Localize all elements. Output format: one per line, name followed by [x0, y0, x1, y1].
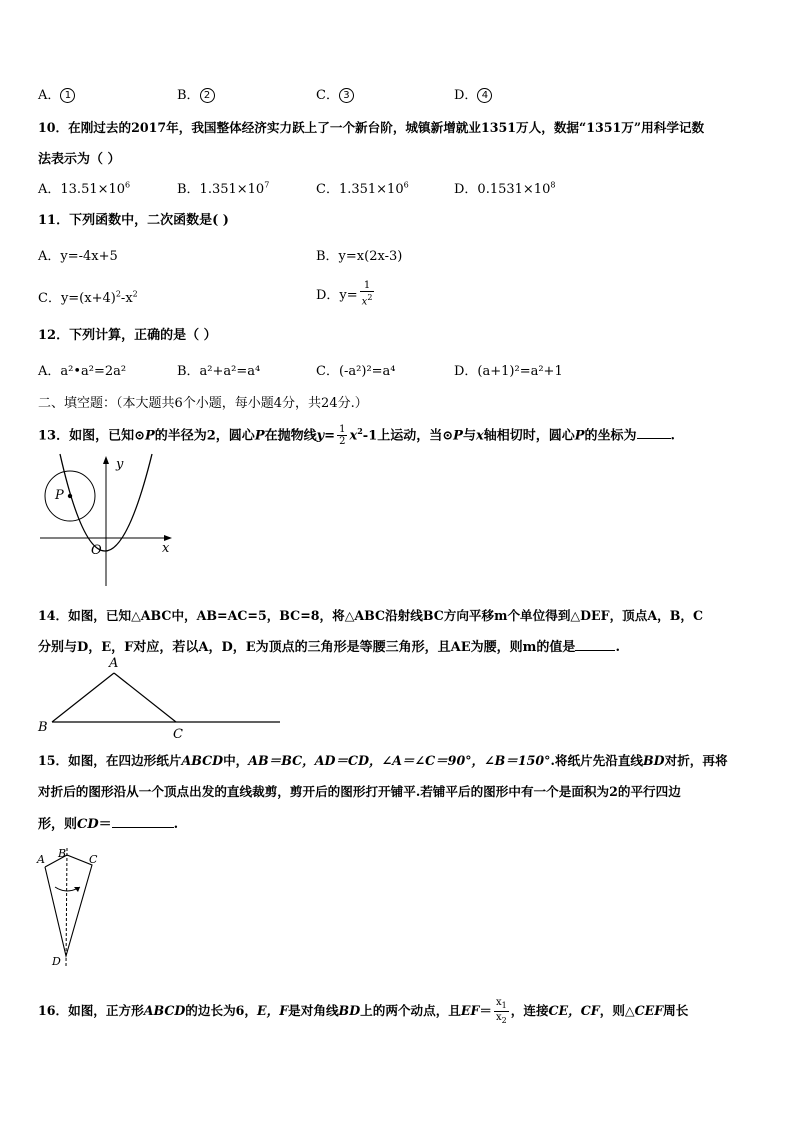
q9-option-c: C． 3 [316, 84, 354, 103]
triangle-abc-figure [36, 655, 286, 741]
label-c: C [173, 727, 183, 741]
parabola-circle-figure [36, 452, 176, 590]
q10-option-b: B．$1.351\times 10^7$ [177, 180, 270, 197]
circled-number-icon: 4 [477, 88, 492, 103]
q12-option-a: A．a²•a²=2a² [38, 364, 127, 379]
q12-option-c: C．(-a²)²=a⁴ [316, 364, 396, 379]
q15-stem-line3: 形，则CD＝ . [38, 817, 179, 832]
label-b: B [58, 847, 67, 860]
q12-stem: 12．下列计算，正确的是（ ） [38, 328, 217, 343]
segment-ac [114, 673, 176, 722]
q11-option-d: D．y= $\frac{1}{x^2}$ [316, 280, 373, 308]
q11-option-a: A．y=-4x+5 [38, 249, 118, 264]
segment-ab [52, 673, 114, 722]
circled-number-icon: 3 [339, 88, 354, 103]
answer-blank [575, 638, 615, 651]
label-b: B [38, 720, 48, 735]
q11-option-b: B．y=x(2x-3) [316, 249, 403, 264]
center-point-p [68, 494, 72, 498]
label-d: D [52, 955, 61, 968]
q11-option-c: C．$y=(x+4)^2-x^2$ [38, 289, 138, 306]
kite-abcd-figure [36, 843, 108, 971]
kite-outline [45, 855, 92, 956]
label-p: P [55, 488, 64, 503]
label-o: O [91, 543, 102, 558]
fraction: $\frac{1}{x^2}$ [361, 280, 373, 308]
q15-stem-line1: 15．如图，在四边形纸片ABCD中，AB＝BC，AD＝CD，∠A＝∠C＝90°，∠B＝150°.将纸片先沿直线BD对折，再将 [38, 753, 728, 768]
circled-number-icon: 1 [60, 88, 75, 103]
q10-option-d: D．$0.1531\times 10^8$ [454, 180, 556, 197]
q10-option-c: C．$1.351\times 10^6$ [316, 180, 409, 197]
answer-blank [637, 426, 671, 439]
label-a: A [37, 853, 45, 866]
q9-option-b: B． 2 [177, 84, 215, 103]
q9-option-d: D． 4 [454, 84, 492, 103]
circled-number-icon: 2 [200, 88, 215, 103]
fraction: $\frac{x_1}{x_2}$ [496, 997, 507, 1025]
q12-option-d: D．(a+1)²=a²+1 [454, 364, 563, 379]
q15-stem-line2: 对折后的图形沿从一个顶点出发的直线裁剪，剪开后的图形打开铺平.若铺平后的图形中有一个是面积为2的平行四边 [38, 784, 681, 799]
fraction: $\frac{1}{2}$ [339, 424, 346, 448]
q10-option-a: A．$13.51\times 10^6$ [38, 180, 131, 197]
q9-option-a: A． 1 [38, 84, 75, 103]
q14-stem-line2: 分别与D，E，F对应，若以A，D，E为顶点的三角形是等腰三角形，且AE为腰，则m的值是 . [38, 640, 620, 655]
q11-stem: 11．下列函数中，二次函数是( ) [38, 213, 229, 228]
section-heading: 二、填空题：（本大题共6个小题，每小题4分，共24分.） [38, 396, 368, 411]
fold-line-bd [66, 848, 67, 967]
q10-stem-line1: 10．在刚过去的2017年，我国整体经济实力跃上了一个新台阶，城镇新增就业1351万人，数据“1351万”用科学记数 [38, 120, 705, 135]
label-c: C [89, 853, 98, 866]
answer-blank [112, 815, 174, 828]
label-x: x [162, 541, 170, 556]
q10-stem-line2: 法表示为（ ） [38, 152, 121, 167]
label-y: y [116, 457, 124, 472]
q14-stem-line1: 14．如图，已知△ABC中，AB=AC=5，BC=8，将△ABC沿射线BC方向平移m个单位得到△DEF，顶点A，B，C [38, 608, 703, 623]
q13-stem: 13．如图，已知⊙P的半径为2，圆心P在抛物线y= $\frac{1}{2}$ $x^2-1$上运动，当⊙P与x轴相切时，圆心P的坐标为 . [38, 424, 676, 448]
y-axis-arrow-icon [103, 456, 109, 464]
q16-stem: 16．如图，正方形ABCD的边长为6，E，F是对角线BD上的两个动点，且EF＝ $\frac{x_1}{x_2}$ ，连接CE，CF，则△CEF周长 [38, 997, 689, 1025]
label-a: A [109, 656, 119, 671]
q12-option-b: B．a²+a²=a⁴ [177, 364, 261, 379]
